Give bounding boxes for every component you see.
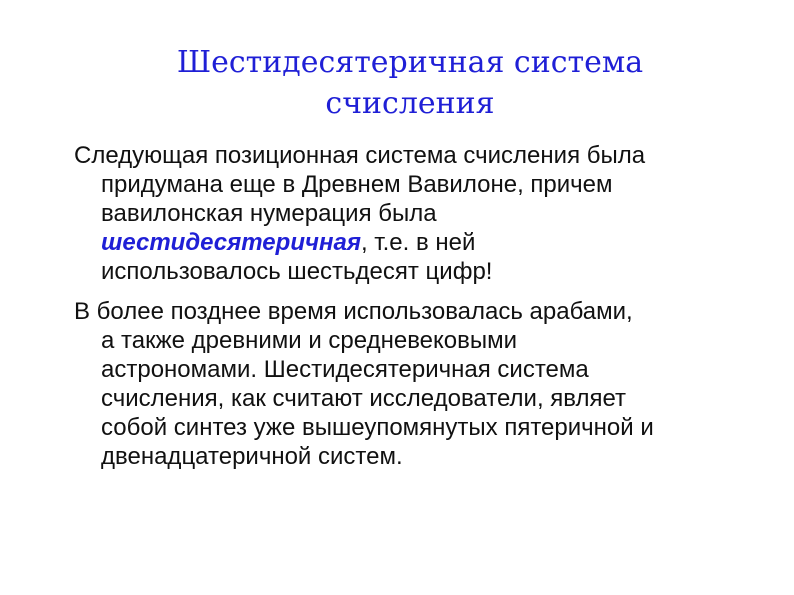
highlighted-term: шестидесятеричная bbox=[101, 229, 361, 256]
paragraph-1-line-2: придумана еще в Древнем Вавилоне, причем bbox=[101, 171, 613, 198]
paragraph-2-line-5: собой синтез уже вышеупомянутых пятеричной и bbox=[101, 414, 654, 441]
slide-body bbox=[74, 141, 734, 471]
paragraph-1-line-3: вавилонская нумерация была bbox=[101, 200, 437, 227]
paragraph-1 bbox=[74, 141, 734, 286]
paragraph-2-line-3: астрономами. Шестидесятеричная система bbox=[101, 356, 589, 383]
title-line-1: Шестидесятеричная система bbox=[176, 45, 644, 80]
paragraph-2-line-2: а также древними и средневековыми bbox=[101, 327, 518, 354]
paragraph-1-line-5: использовалось шестьдесят цифр! bbox=[101, 258, 493, 285]
paragraph-1-line-1: Следующая позиционная система счисления была bbox=[74, 142, 646, 169]
paragraph-2 bbox=[74, 297, 734, 471]
paragraph-2-line-6: двенадцатеричной систем. bbox=[101, 443, 403, 470]
paragraph-2-line-4: счисления, как считают исследователи, являет bbox=[101, 385, 627, 412]
paragraph-1-line-4-rest: , т.е. в ней bbox=[360, 229, 476, 256]
title-line-2: счисления bbox=[325, 86, 495, 121]
slide-title bbox=[120, 42, 700, 124]
paragraph-2-line-1: В более позднее время использовалась арабами, bbox=[74, 298, 633, 325]
